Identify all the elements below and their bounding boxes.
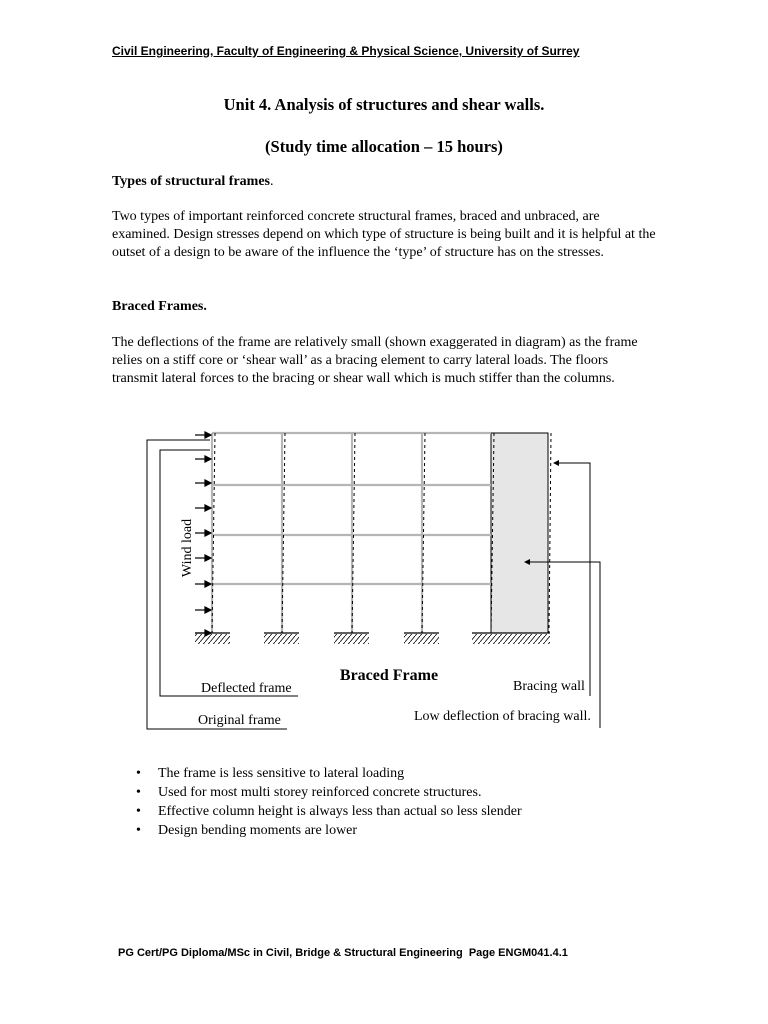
list-item: • Design bending moments are lower <box>136 821 522 840</box>
study-time-allocation: (Study time allocation – 15 hours) <box>265 137 503 156</box>
list-item: • Effective column height is always less than actual so less slender <box>136 802 522 821</box>
deflected-frame-label: Deflected frame <box>201 681 292 696</box>
types-paragraph: Two types of important reinforced concrete structural frames, braced and unbraced, are examined. Design stresses depend on which type of structure is being built and it is helpful at the outset of a design to be aware of the influence the ‘type’ of structure has on the stresses. <box>112 209 656 260</box>
braced-frames-paragraph: The deflections of the frame are relatively small (shown exaggerated in diagram) as the frame relies on a stiff core or ‘shear wall’ as a bracing element to carry lateral loads. The floors transmit lateral forces to the bracing or shear wall which is much stiffer than the columns. <box>112 335 638 386</box>
foundations <box>195 633 550 644</box>
braced-frame-points <box>136 764 522 840</box>
types-heading-text: Types of structural frames <box>112 174 270 189</box>
list-item: • The frame is less sensitive to lateral loading <box>136 764 522 783</box>
low-deflection-label: Low deflection of bracing wall. <box>414 709 591 724</box>
unit-title: Unit 4. Analysis of structures and shear walls. <box>223 95 545 114</box>
braced-frames-heading: Braced Frames. <box>112 299 207 314</box>
bracing-wall <box>491 433 548 633</box>
wind-load-label: Wind load <box>180 518 195 578</box>
wind-load-arrows <box>195 432 211 636</box>
list-item: • Used for most multi storey reinforced concrete structures. <box>136 783 522 802</box>
wall-deflected-edge <box>549 433 551 633</box>
original-columns <box>212 433 422 633</box>
document-header: Civil Engineering, Faculty of Engineering & Physical Science, University of Surrey <box>112 44 580 58</box>
figure-title: Braced Frame <box>339 667 439 684</box>
bracing-wall-label: Bracing wall <box>513 679 585 694</box>
document-footer: PG Cert/PG Diploma/MSc in Civil, Bridge & Structural Engineering Page ENGM041.4.1 <box>118 947 568 959</box>
original-frame-label: Original frame <box>198 713 281 728</box>
bracing-wall-arrowhead <box>553 460 559 466</box>
types-heading: Types of structural frames. <box>112 174 274 189</box>
